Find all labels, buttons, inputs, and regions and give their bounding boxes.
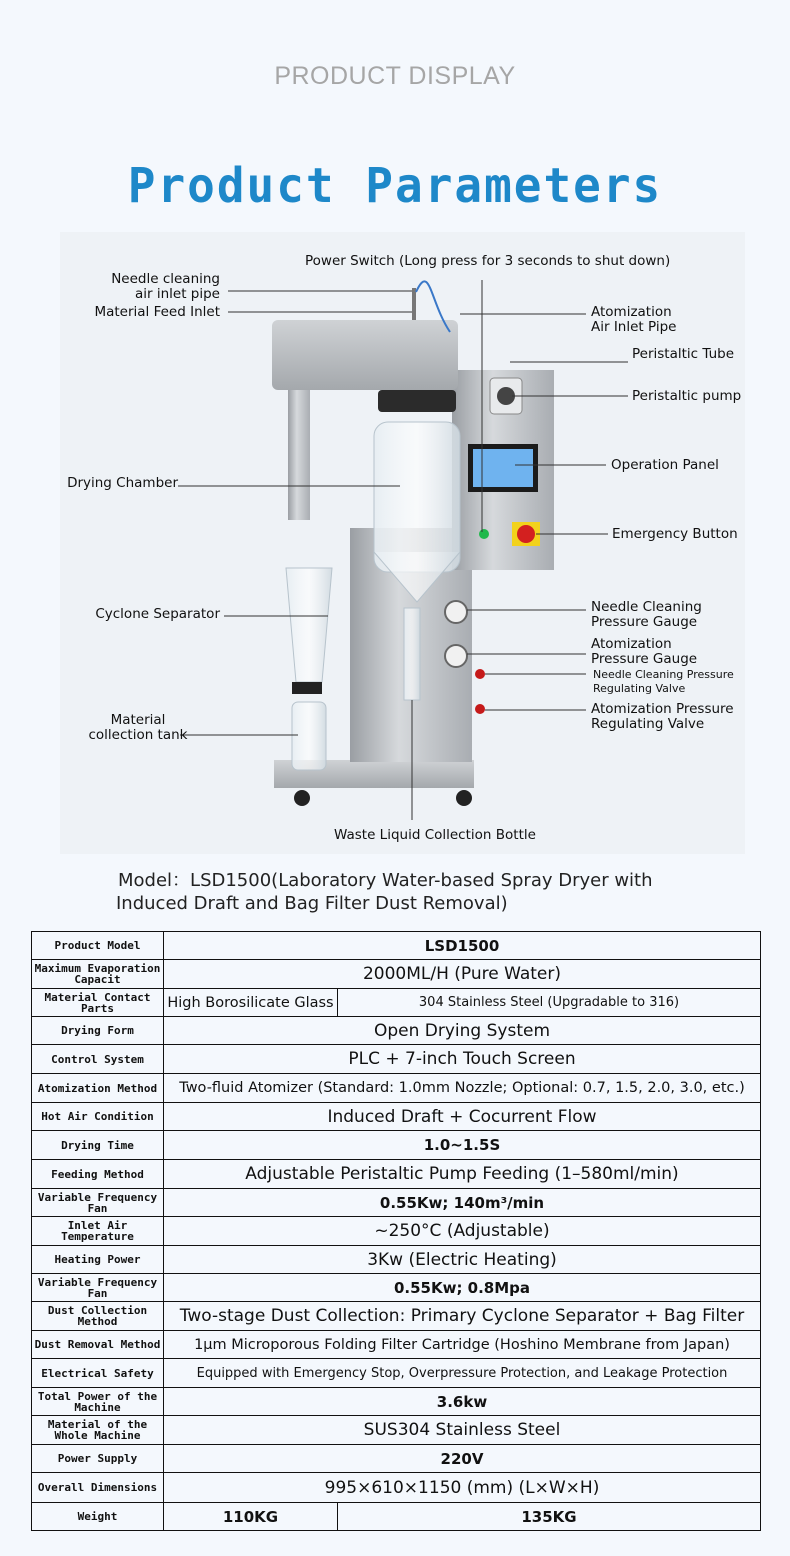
label-emergency-button: Emergency Button (612, 526, 738, 542)
spec-value: 3Kw (Electric Heating) (164, 1246, 761, 1274)
label-atom-gauge (591, 637, 697, 667)
spec-key: Variable Frequency Fan (32, 1274, 164, 1302)
spec-key: Feeding Method (32, 1160, 164, 1189)
spec-key: Hot Air Condition (32, 1103, 164, 1131)
label-needle-cleaning (60, 272, 220, 302)
power-switch-lamp (479, 529, 489, 539)
table-row (32, 932, 761, 960)
table-row (32, 1503, 761, 1531)
table-row (32, 1103, 761, 1131)
emergency-knob (517, 525, 535, 543)
wheel (456, 790, 472, 806)
spec-value: PLC + 7-inch Touch Screen (164, 1045, 761, 1074)
spec-key: Variable Frequency Fan (32, 1189, 164, 1217)
params-title: Product Parameters (127, 156, 663, 214)
spec-key: Power Supply (32, 1445, 164, 1473)
spec-value: 110KG (164, 1503, 338, 1531)
spec-value: 304 Stainless Steel (Upgradable to 316) (338, 989, 761, 1017)
label-line: Air Inlet Pipe (591, 319, 677, 335)
table-row (32, 989, 761, 1017)
spec-value: Adjustable Peristaltic Pump Feeding (1–580ml/min) (164, 1160, 761, 1189)
table-row (32, 1074, 761, 1103)
table-row (32, 1217, 761, 1246)
label-drying-chamber: Drying Chamber (67, 475, 178, 491)
spec-key: Weight (32, 1503, 164, 1531)
table-row (32, 1302, 761, 1331)
label-power-switch: Power Switch (Long press for 3 seconds to shut down) (305, 253, 671, 269)
spec-value: Induced Draft + Cocurrent Flow (164, 1103, 761, 1131)
label-operation-panel: Operation Panel (611, 457, 719, 473)
label-line: Needle Cleaning Pressure (593, 668, 734, 681)
spec-value: 0.55Kw; 0.8Mpa (164, 1274, 761, 1302)
label-waste-bottle: Waste Liquid Collection Bottle (334, 827, 536, 843)
label-line: collection tank (88, 727, 188, 743)
label-line: Atomization Pressure (591, 701, 734, 717)
spec-key: Heating Power (32, 1246, 164, 1274)
display-title: PRODUCT DISPLAY (274, 62, 516, 90)
table-row (32, 1160, 761, 1189)
atom-valve (475, 704, 485, 714)
spec-key: Atomization Method (32, 1074, 164, 1103)
label-line: Atomization (591, 304, 672, 320)
spec-key: Material of the Whole Machine (32, 1416, 164, 1445)
spec-value: SUS304 Stainless Steel (164, 1416, 761, 1445)
table-row (32, 1045, 761, 1074)
needle-valve (475, 669, 485, 679)
spec-key: Dust Collection Method (32, 1302, 164, 1331)
spec-key: Drying Time (32, 1131, 164, 1160)
spec-value: LSD1500 (164, 932, 761, 960)
nozzle-block (378, 390, 456, 412)
spec-value: 220V (164, 1445, 761, 1473)
spec-key: Material Contact Parts (32, 989, 164, 1017)
top-head (272, 320, 458, 390)
label-atom-valve (591, 702, 734, 732)
label-line: air inlet pipe (134, 286, 220, 302)
label-line: Needle cleaning (111, 271, 220, 287)
spec-value: Two-fluid Atomizer (Standard: 1.0mm Nozzle; Optional: 0.7, 1.5, 2.0, 3.0, etc.) (164, 1074, 761, 1103)
table-row (32, 1359, 761, 1388)
spec-value: 1.0~1.5S (164, 1131, 761, 1160)
collection-bottle (292, 702, 326, 770)
spec-key: Electrical Safety (32, 1359, 164, 1388)
spec-key: Inlet Air Temperature (32, 1217, 164, 1246)
label-line: Pressure Gauge (591, 651, 698, 667)
label-needle-gauge (591, 600, 702, 630)
spec-key: Product Model (32, 932, 164, 960)
cyclone-clamp (292, 682, 322, 694)
label-line: Regulating Valve (591, 716, 705, 732)
table-row (32, 1189, 761, 1217)
spec-table (31, 931, 761, 1531)
spec-value: 1μm Microporous Folding Filter Cartridge (Hoshino Membrane from Japan) (164, 1331, 761, 1359)
label-peristaltic-tube: Peristaltic Tube (632, 346, 735, 362)
feed-needle (412, 288, 416, 320)
label-line: Atomization (591, 636, 672, 652)
table-row (32, 1473, 761, 1503)
label-atomization-air-inlet (591, 305, 676, 335)
label-material-feed-inlet: Material Feed Inlet (94, 304, 220, 320)
spec-value: Equipped with Emergency Stop, Overpressure Protection, and Leakage Protection (164, 1359, 761, 1388)
label-cyclone-separator: Cyclone Separator (95, 606, 220, 622)
spec-value: Two-stage Dust Collection: Primary Cyclone Separator + Bag Filter (164, 1302, 761, 1331)
spec-value: High Borosilicate Glass (164, 989, 338, 1017)
machine-diagram (60, 232, 745, 854)
label-material-tank (78, 713, 198, 743)
exhaust-pipe (288, 390, 310, 520)
label-line: Needle Cleaning (591, 599, 702, 615)
spec-value: 135KG (338, 1503, 761, 1531)
spec-value: ~250°C (Adjustable) (164, 1217, 761, 1246)
label-peristaltic-pump: Peristaltic pump (632, 388, 742, 404)
cyclone-glass (286, 568, 332, 682)
table-row (32, 1017, 761, 1045)
spec-key: Overall Dimensions (32, 1473, 164, 1503)
spec-value: 0.55Kw; 140m³/min (164, 1189, 761, 1217)
waste-tube (404, 608, 420, 700)
atom-gauge (445, 645, 467, 667)
table-row (32, 1445, 761, 1473)
spec-key: Dust Removal Method (32, 1331, 164, 1359)
table-row (32, 1274, 761, 1302)
label-line: Material (110, 712, 166, 728)
label-needle-valve (593, 668, 734, 696)
needle-gauge (445, 601, 467, 623)
glass-chamber (374, 422, 460, 572)
model-line-2: Induced Draft and Bag Filter Dust Removal) (116, 893, 508, 914)
table-row (32, 1131, 761, 1160)
spec-value: 995×610×1150 (mm) (L×W×H) (164, 1473, 761, 1503)
spec-value: 2000ML/H (Pure Water) (164, 960, 761, 989)
spec-key: Drying Form (32, 1017, 164, 1045)
table-row (32, 1416, 761, 1445)
spec-value: 3.6kw (164, 1388, 761, 1416)
table-row (32, 1331, 761, 1359)
spec-key: Control System (32, 1045, 164, 1074)
spec-key: Maximum Evaporation Capacit (32, 960, 164, 989)
label-line: Pressure Gauge (591, 614, 698, 630)
table-row (32, 1388, 761, 1416)
model-line-1: Model：LSD1500(Laboratory Water-based Spray Dryer with (118, 870, 653, 891)
table-row (32, 1246, 761, 1274)
label-line: Regulating Valve (593, 682, 686, 695)
spec-key: Total Power of the Machine (32, 1388, 164, 1416)
wheel (294, 790, 310, 806)
table-row (32, 960, 761, 989)
spec-value: Open Drying System (164, 1017, 761, 1045)
